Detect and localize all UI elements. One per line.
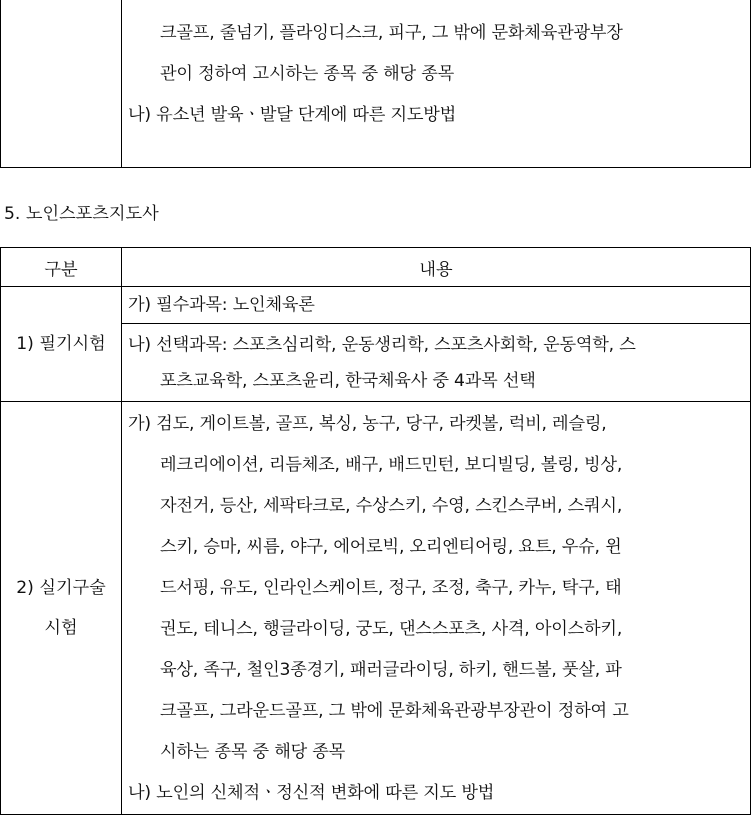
content-line: 크골프, 줄넘기, 플라잉디스크, 피구, 그 밖에 문화체육관광부장 bbox=[160, 23, 623, 43]
content-line: 레크리에이션, 리듬체조, 배구, 배드민턴, 보디빌딩, 볼링, 빙상, bbox=[160, 455, 623, 475]
practical-content-cell bbox=[122, 402, 751, 815]
header-category: 구분 bbox=[1, 248, 122, 287]
content-line: 드서핑, 유도, 인라인스케이트, 정구, 조정, 축구, 카누, 탁구, 태 bbox=[160, 578, 622, 598]
content-line: 나) 유소년 발육ㆍ발달 단계에 따른 지도방법 bbox=[128, 105, 457, 125]
practical-label-line: 시험 bbox=[44, 618, 78, 638]
content-line: 육상, 족구, 철인3종경기, 패러글라이딩, 하키, 핸드볼, 풋살, 파 bbox=[160, 660, 622, 680]
written-exam-label: 1) 필기시험 bbox=[1, 287, 122, 402]
written-required-cell bbox=[122, 287, 751, 324]
practical-exam-label bbox=[1, 402, 122, 815]
content-line: 가) 검도, 게이트볼, 골프, 복싱, 농구, 당구, 라켓볼, 럭비, 레슬링, bbox=[128, 414, 607, 434]
content-line: 가) 필수과목: 노인체육론 bbox=[128, 295, 315, 315]
written-elective-cell bbox=[122, 324, 751, 402]
exam-table bbox=[0, 247, 751, 815]
content-line: 크골프, 그라운드골프, 그 밖에 문화체육관광부장관이 정하여 고 bbox=[160, 701, 629, 721]
content-line: 권도, 테니스, 행글라이딩, 궁도, 댄스스포츠, 사격, 아이스하키, bbox=[160, 619, 623, 639]
header-content: 내용 bbox=[122, 248, 751, 287]
content-line: 나) 선택과목: 스포츠심리학, 운동생리학, 스포츠사회학, 운동역학, 스 bbox=[128, 335, 636, 355]
table-row-written-a bbox=[1, 287, 751, 324]
continuation-label-cell bbox=[1, 0, 122, 168]
table-row-practical bbox=[1, 402, 751, 815]
continuation-table bbox=[0, 0, 751, 168]
section-title: 5. 노인스포츠지도사 bbox=[4, 204, 159, 224]
content-line: 자전거, 등산, 세팍타크로, 수상스키, 수영, 스킨스쿠버, 스쿼시, bbox=[160, 496, 623, 516]
content-line: 관이 정하여 고시하는 종목 중 해당 종목 bbox=[160, 64, 455, 84]
practical-label-line: 2) 실기구술 bbox=[16, 578, 106, 598]
content-line: 시하는 종목 중 해당 종목 bbox=[160, 742, 346, 762]
content-line: 나) 노인의 신체적ㆍ정신적 변화에 따른 지도 방법 bbox=[128, 783, 495, 803]
continuation-content-cell bbox=[122, 0, 751, 168]
content-line: 스키, 승마, 씨름, 야구, 에어로빅, 오리엔티어링, 요트, 우슈, 윈 bbox=[160, 537, 622, 557]
content-line: 포츠교육학, 스포츠윤리, 한국체육사 중 4과목 선택 bbox=[160, 371, 536, 391]
table-header-row bbox=[1, 248, 751, 287]
